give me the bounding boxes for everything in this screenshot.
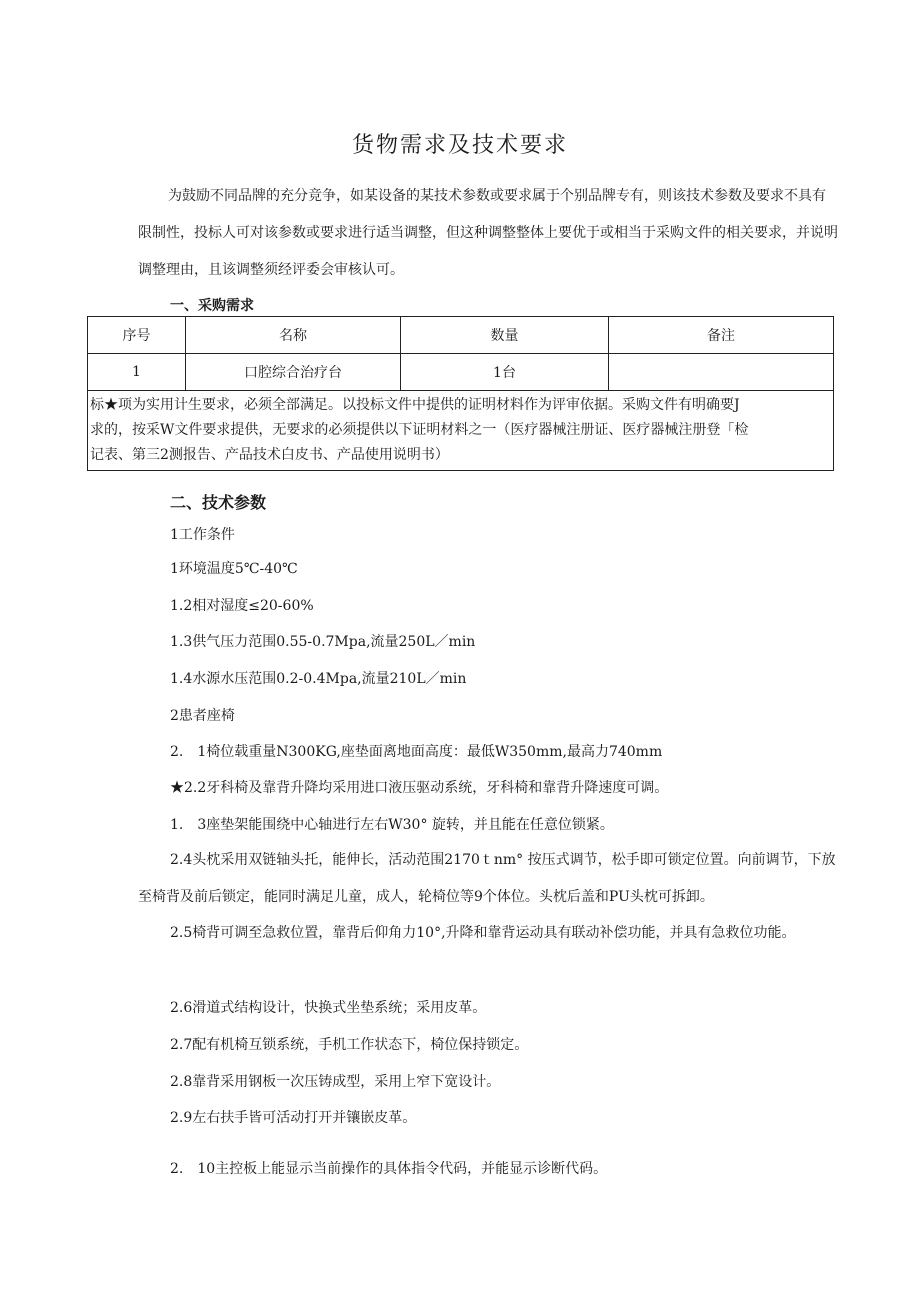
table-header-cell: 序号 (88, 317, 186, 354)
param-paragraph: 2.4头枕采用双链轴头托，能伸长，活动范围2170ｔnm° 按压式调节，松手即可锁定位置。向前调节，下放至椅背及前后锁定，能同时满足儿童，成人，轮椅位等9个体位。头枕后盖和PU头枕可拆卸。 (138, 852, 836, 905)
table-note-row (88, 391, 834, 471)
table-cell (609, 354, 834, 391)
table-row (88, 354, 834, 391)
param-line: 2患者座椅 (170, 708, 235, 724)
table-header-row (88, 317, 834, 354)
param-line: 2.8靠背采用钢板一次压铸成型，采用上窄下宽设计。 (170, 1074, 501, 1090)
intro-paragraph: 为鼓励不同品牌的充分竞争，如某设备的某技术参数或要求属于个别品牌专有，则该技术参数及要求不具有限制性，投标人可对该参数或要求进行适当调整，但这种调整整体上要优于或相当于采购文件的相关要求，并说明调整理由，且该调整须经评委会审核认可。 (138, 188, 838, 278)
section-heading-procurement: 一、采购需求 (170, 298, 254, 314)
note-line: 标★项为实用计生要求，必须全部满足。以投标文件中提供的证明材料作为评审依据。采购文件有明确要J (90, 397, 740, 413)
note-line: 求的，按采W文件要求提供，无要求的必须提供以下证明材料之一（医疗器械注册证、医疗器械注册登「检 (90, 422, 749, 438)
param-line: 1环境温度5℃-40℃ (170, 561, 298, 577)
table-cell: 1台 (401, 354, 609, 391)
note-line: 记表、第三2测报告、产品技术白皮书、产品使用说明书） (90, 447, 449, 463)
table-cell: 1 (88, 354, 186, 391)
param-line: 2. 10主控板上能显示当前操作的具体指令代码，并能显示诊断代码。 (170, 1161, 608, 1177)
table-header-cell: 备注 (609, 317, 834, 354)
section-heading-tech-params: 二、技术参数 (170, 493, 267, 512)
param-line: 1. 3座垫架能围绕中心轴进行左右W30° 旋转，并且能在任意位锁紧。 (170, 817, 614, 833)
param-line: 2.9左右扶手皆可活动打开并镶嵌皮革。 (170, 1110, 417, 1126)
page-title: 货物需求及技术要求 (351, 133, 568, 158)
param-line: 1.2相对湿度≤20-60% (170, 598, 314, 614)
param-paragraph: 2.5椅背可调至急救位置，靠背后仰角力10°,升降和靠背运动具有联动补偿功能，并具有急救位功能。 (170, 925, 796, 941)
table-header-cell: 数量 (401, 317, 609, 354)
param-line: 1.4水源水压范围0.2-0.4Mpa,流量210L／min (170, 671, 467, 687)
table-note-cell (88, 391, 834, 471)
param-line: ★2.2牙科椅及靠背升降均采用进口液压驱动系统，牙科椅和靠背升降速度可调。 (170, 780, 669, 796)
param-line: 2.7配有机椅互锁系统，手机工作状态下，椅位保持锁定。 (170, 1037, 529, 1053)
param-line: 2.6滑道式结构设计，快换式坐垫系统；采用皮革。 (170, 1000, 487, 1016)
table-cell: 口腔综合治疗台 (186, 354, 401, 391)
table-header-cell: 名称 (186, 317, 401, 354)
procurement-table (87, 316, 834, 471)
param-line: 2. 1椅位载重量N300KG,座垫面离地面高度：最低W350mm,最高力740mm (170, 744, 663, 760)
param-line: 1工作条件 (170, 527, 235, 543)
param-line: 1.3供气压力范围0.55-0.7Mpa,流量250L／min (170, 634, 476, 650)
